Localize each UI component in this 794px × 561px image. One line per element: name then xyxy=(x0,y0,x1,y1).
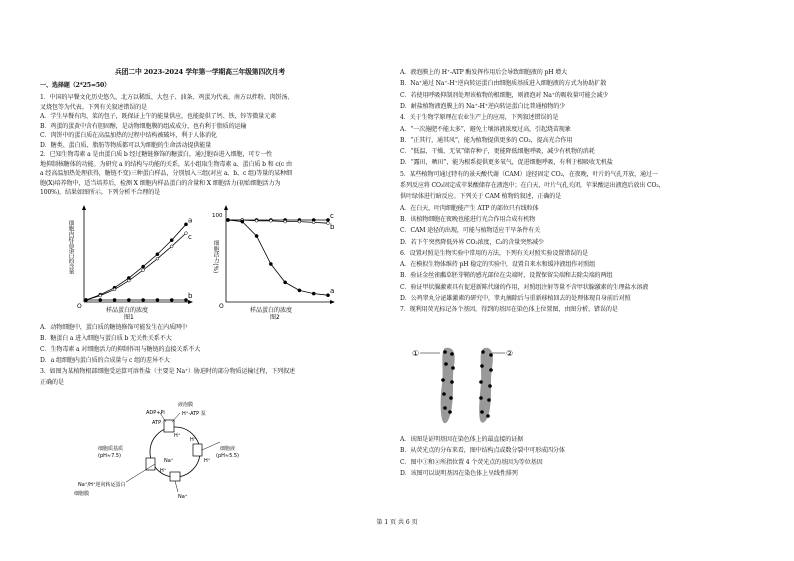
fig1-ylabel: 细胞内样品蛋白的含量 xyxy=(67,220,73,274)
series-label-c: c xyxy=(330,212,334,220)
series-label-b: b xyxy=(188,292,193,300)
fluorescent-dot xyxy=(451,366,455,370)
label-vacuole: 液泡膜 xyxy=(178,402,194,408)
membrane-protein-bottom xyxy=(170,472,180,481)
label-membrane: 细胞膜 xyxy=(74,491,90,497)
chromosome-1 xyxy=(441,348,455,424)
fig2-x-arrow xyxy=(330,300,335,304)
data-point-b xyxy=(127,298,130,301)
question-line: C．肉饼中的蛋白质在高温加热的过程中结构被破坏，利于人体消化 xyxy=(40,132,217,139)
option-line: A．该图是证明基因在染色体上的最直接的证据 xyxy=(400,436,524,443)
series-line-a xyxy=(86,224,186,300)
data-point-b xyxy=(312,221,315,224)
chromosome-label-2: ② xyxy=(506,349,514,358)
arrow-5 xyxy=(175,481,178,492)
data-point-a xyxy=(269,262,272,265)
fig2-xlabel: 样品蛋白的浓度 xyxy=(250,307,293,314)
label-cytosol: 细胞质基质 xyxy=(98,446,124,452)
question-line: D．a 组细胞内蛋白质的合成量与 c 组的差异不大 xyxy=(40,357,170,364)
fluorescent-dot xyxy=(449,396,453,400)
exam-title: 兵团二中 2023-2024 学年第一学期高三年级第四次月考 xyxy=(115,68,286,76)
question-line: a 经高温加热处理获得，糖链不变)三种蛋白样品，分别加入三组(对应 a、b、c 组)等量的某种细 xyxy=(40,170,292,177)
fluorescent-dot xyxy=(444,362,448,366)
data-point-b xyxy=(255,219,258,222)
question-line: 100%)，结果如图所示。下列分析不合理的是 xyxy=(40,189,161,196)
figure-4-chromosomes xyxy=(410,346,530,428)
data-point-b xyxy=(284,220,287,223)
question-line: C．“低温、干燥、无氧”储存种子，更能降低细胞呼吸，减少有机物的消耗 xyxy=(400,148,595,156)
question-line: A．在白天，叶肉细胞能产生 ATP 的部位只有线粒体 xyxy=(400,204,539,212)
data-point-a xyxy=(170,239,173,242)
label-na2: Na⁺ xyxy=(178,494,188,500)
data-point-a xyxy=(284,281,287,284)
data-point-b xyxy=(84,298,87,301)
question-line: C．若使用呼吸抑制剂处理该植物的根细胞，则液泡对 Na⁺的吸收量可能会减少 xyxy=(400,91,609,99)
question-line: 叉烧包等为代表。下列有关叙述错误的是 xyxy=(40,103,147,111)
series-label-a: a xyxy=(188,216,193,225)
question-line: B．该植物细胞在夜晚也能进行光合作用合成有机物 xyxy=(400,215,536,223)
question-line: 4．关于生物学原理在农业生产上的应用，下列叙述错误的是 xyxy=(400,114,559,122)
option-line: D．该图可以说明基因在染色体上呈线性排列 xyxy=(400,469,518,477)
label-h-atp-pump: H⁺-ATP 泵 xyxy=(182,411,206,417)
question-line: A．液泡膜上的 H⁺-ATP 酶发挥作用后会导致细胞液的 pH 增大 xyxy=(400,69,568,76)
fluorescent-dot xyxy=(480,410,484,414)
data-point-b xyxy=(142,298,145,301)
fluorescent-dot xyxy=(479,396,483,400)
figure-2-chart xyxy=(200,200,340,320)
figure-3-diagram xyxy=(60,400,260,500)
page-footer: 第 1 页 共 6 页 xyxy=(376,519,418,526)
question-line: A．“一次施肥不能太多”，避免土壤溶液浓度过高，引起烧苗现象 xyxy=(400,125,571,133)
arrow-4 xyxy=(202,442,220,450)
question-line: 7．现利用荧光标记各个基因，得到的基因在染色体上位置图，由图分析，错误的是 xyxy=(400,306,618,314)
label-cell-sol-ph: (pH≈5.5) xyxy=(216,453,239,459)
question-line: A．动物细胞中，蛋白质的糖链修饰可能发生在内质网中 xyxy=(40,324,187,331)
label-cytosol-ph: (pH≈7.5) xyxy=(98,453,121,459)
data-point-c xyxy=(127,279,130,282)
data-point-a xyxy=(255,234,258,237)
label-antiporter: Na⁺/H⁺逆向转运蛋白 xyxy=(78,482,126,488)
fluorescent-dot xyxy=(442,392,446,396)
question-line: B．验证金丝雀虉草胚芽鞘的感光部位在尖端时，设置保留尖端和去除尖端的两组 xyxy=(400,272,613,280)
data-point-a xyxy=(312,292,315,295)
fluorescent-dot xyxy=(441,378,445,382)
fluorescent-dot xyxy=(486,414,490,418)
data-point-b xyxy=(327,222,330,225)
question-line: 正确的是 xyxy=(40,379,64,386)
data-point-b xyxy=(156,298,159,301)
fig2-origin: O xyxy=(219,303,224,310)
arrow-3 xyxy=(126,464,155,482)
question-line: A．在模拟生物体维持 pH 稳定的实验中，设置自来水和缓冲液组作对照组 xyxy=(400,261,596,269)
data-point-a xyxy=(156,253,159,256)
fig2-y-arrow xyxy=(224,205,228,210)
question-line: 系列反应将 CO₂固定成苹果酸储存在液泡中；在白天，叶片气孔关闭，苹果酸运出液泡后放出 CO₂， xyxy=(400,182,665,189)
option-line: B．从荧光点的分布来看，图中结构点或数分裂中可形成四分体 xyxy=(400,447,565,455)
question-line: 2．已知生物毒素 a 是由蛋白质 b 经过糖链修饰的糖蛋白，通过胞吞进入细胞，可专一性 xyxy=(40,151,273,158)
label-atp: ATP xyxy=(152,420,162,426)
fig2-caption: 图2 xyxy=(270,314,280,320)
fig1-origin: O xyxy=(77,303,82,310)
fluorescent-dot xyxy=(488,384,492,388)
fluorescent-dot xyxy=(450,380,454,384)
question-line: C．验证甲状腺激素具有促进新陈代谢的作用，对照组注射等量不含甲状腺激素的生理盐水溶液 xyxy=(400,283,649,291)
data-point-b xyxy=(99,298,102,301)
data-point-c xyxy=(99,294,102,297)
data-point-c xyxy=(113,288,116,291)
data-point-a xyxy=(298,289,301,292)
series-label-a: a xyxy=(330,287,335,296)
fluorescent-dot xyxy=(489,368,493,372)
fluorescent-dot xyxy=(448,410,452,414)
question-line: 供叶绿体进行暗反应。下列关于 CAM 植物的叙述，正确的是 xyxy=(400,193,562,201)
fluorescent-dot xyxy=(481,350,485,354)
question-line: C．CAM 途径的出现，可能与植物适应干旱条件有关 xyxy=(400,227,541,235)
option-line: C．图中①和②所指位置 4 个荧光点的基因为等位基因 xyxy=(400,458,543,466)
data-point-b xyxy=(170,298,173,301)
data-point-c xyxy=(142,269,145,272)
arrow-2 xyxy=(172,413,180,422)
question-line: D．公鸡睾丸分泌雄激素的研究中，睾丸摘除后与重新移植回去的处理体现自身前后对照 xyxy=(400,295,631,302)
fluorescent-dot xyxy=(479,380,483,384)
series-label-b: b xyxy=(330,223,335,232)
question-line: 3．如图为某植物根部细胞受运算可溶性盐（主要是 Na⁺）胁迫时的部分物质运输过程，下列叙述 xyxy=(40,368,295,375)
data-point-a xyxy=(142,265,145,268)
fluorescent-dot xyxy=(480,364,484,368)
question-line: 5．某些植物可通过特有的景天酸代谢（CAM）途径固定 CO₂，在夜晚，叶片的气孔开放，通过一 xyxy=(400,170,658,178)
label-cell-sol: 细胞液 xyxy=(220,446,236,452)
question-line: 6．设置对照是生物实验中常用的方法，下列有关对照实验设置错误的是 xyxy=(400,249,588,257)
fig2-marks xyxy=(226,212,335,297)
fig1-marks xyxy=(84,216,193,301)
fig2-y-tick: 100 xyxy=(212,213,223,219)
label-h2: H⁺ xyxy=(190,437,197,443)
question-line: D．糖类、蛋白质、脂肪等物质都可以为细胞的生命活动提供能量 xyxy=(40,141,212,149)
question-line: 胞(X)培养物中，适当培养后，检测 X 细胞内样品蛋白的含量和 X 细胞活力(初始细胞活力为 xyxy=(40,179,281,187)
fluorescent-dot xyxy=(487,398,491,402)
question-line: D．若下午突然降低外界 CO₂浓度，C₃的含量突然减少 xyxy=(400,238,544,246)
fig1-xlabel: 样品蛋白的浓度 xyxy=(106,307,149,314)
fig2-ylabel: 细胞活力(%) xyxy=(212,240,218,274)
section-heading: 一、选择题（2*25=50） xyxy=(40,82,111,89)
data-point-c xyxy=(170,245,173,248)
figure-1-chart xyxy=(58,200,198,320)
antiporter-left xyxy=(146,458,155,470)
question-line: C．生物毒素 a 对细胞活力的抑制作用与糖链的直接关系不大 xyxy=(40,346,201,353)
question-line: B．糖蛋白 a 进入细胞与蛋白质 b 无关性关系不大 xyxy=(40,335,172,342)
question-line: D．耐盐植物液泡膜上的 Na⁺-H⁺逆向转运蛋白比普通植物的少 xyxy=(400,102,566,110)
series-label-c: c xyxy=(188,233,192,242)
question-line: D．“露田，晒田”，能为根系提供更多氧气，促进细胞呼吸，有利于根吸收无机盐 xyxy=(400,159,613,167)
data-point-c xyxy=(156,257,159,260)
question-line: B．“正其行，通其风”，能为植物提供更多的 CO₂，提高光合作用 xyxy=(400,136,573,144)
data-point-b xyxy=(298,220,301,223)
chromosome-label-1: ① xyxy=(412,349,420,358)
question-line: B．鸡蛋的蛋黄中含有胆固醇，是动物细胞膜的组成成分，也有利于脂质的运输 xyxy=(40,122,247,130)
data-point-b xyxy=(269,219,272,222)
series-line-a xyxy=(228,220,328,295)
label-na1: Na⁺ xyxy=(164,458,174,464)
data-point-a xyxy=(226,218,229,221)
label-h4: H⁺ xyxy=(160,468,167,474)
fluorescent-dot xyxy=(443,406,447,410)
series-line-c xyxy=(86,233,186,300)
question-line: B．Na⁺通过 Na⁺-H⁺逆向转运蛋白由细胞质基质进入细胞液的方式为协助扩散 xyxy=(400,80,607,88)
label-h1: H⁺ xyxy=(174,433,181,439)
data-point-b xyxy=(113,298,116,301)
h-atp-pump-right xyxy=(193,444,202,456)
fluorescent-dot xyxy=(450,352,454,356)
data-point-c xyxy=(185,232,188,235)
data-point-a xyxy=(241,220,244,223)
fluorescent-dot xyxy=(443,350,447,354)
fig1-y-arrow xyxy=(82,205,86,210)
label-h3: H⁺ xyxy=(204,458,211,464)
question-line: 地抑制核糖体的功能。为研究 a 的结构与功能的关系，某小组取生物毒素 a、蛋白质 b 和 c(c 由 xyxy=(40,160,292,168)
fig1-x-arrow xyxy=(188,300,193,304)
question-line: 1．中国的早餐文化历史悠久，北方以稀饭、大包子、油条、鸡蛋为代表，南方以拌粉、肉饼汤、 xyxy=(40,94,294,101)
question-line: A．学生早餐有肉、菜的包子，既保证上午的能量供应，也能提供了钙、铁、锌等微量元素 xyxy=(40,113,277,120)
fluorescent-dot xyxy=(489,353,493,357)
fig1-caption: 图1 xyxy=(124,314,134,320)
label-adp: ADP+Pi xyxy=(146,410,165,416)
